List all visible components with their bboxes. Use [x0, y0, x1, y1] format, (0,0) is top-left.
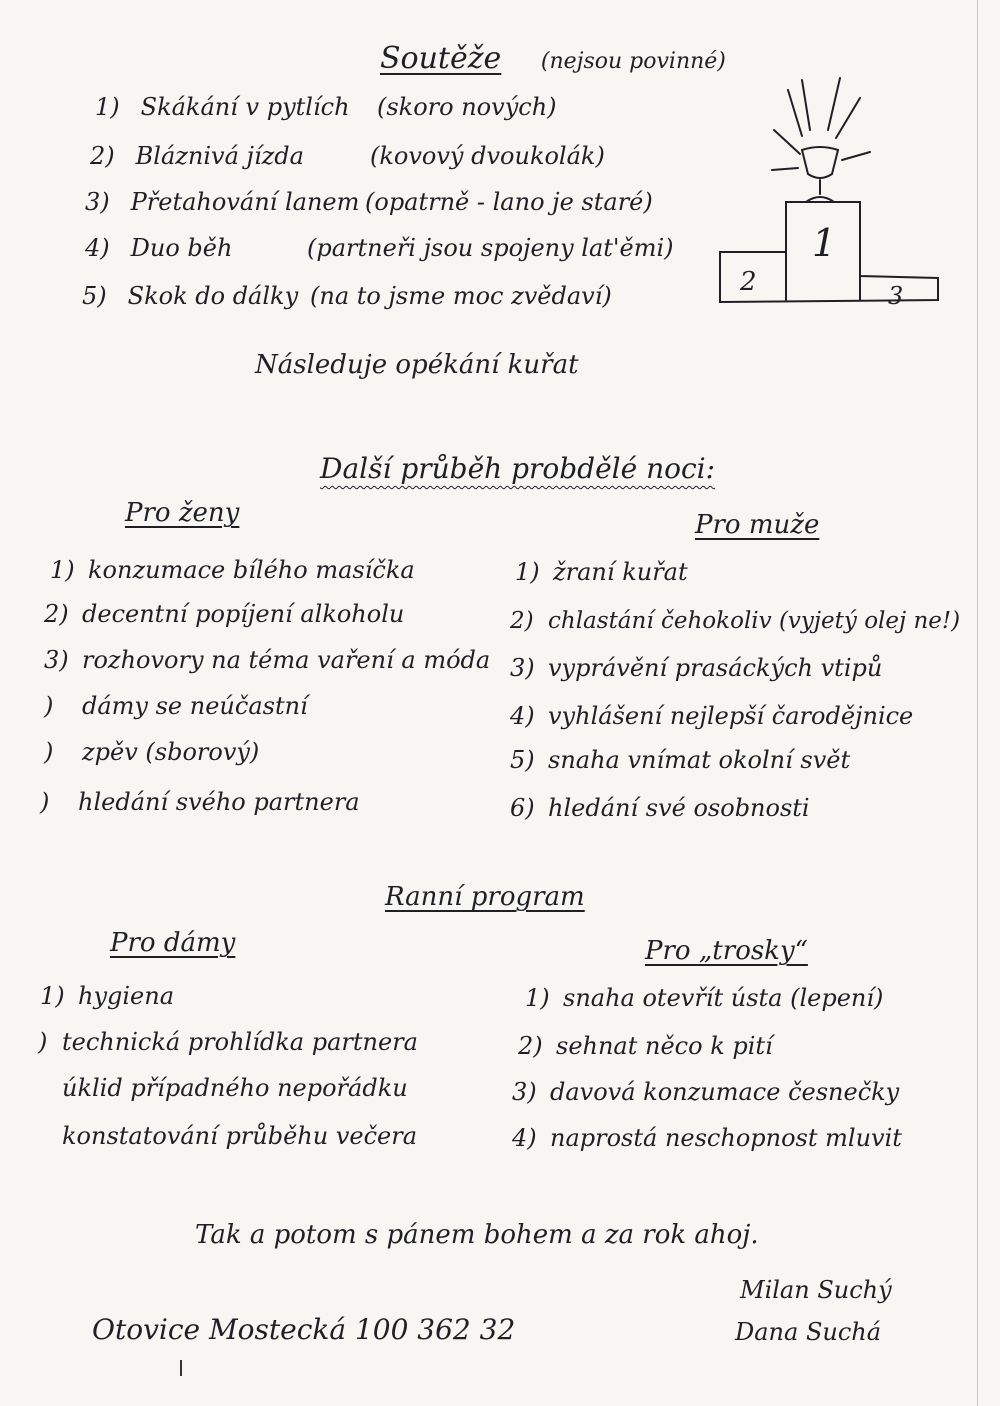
women-heading: Pro ženy — [125, 498, 240, 528]
competition-item: 5) Skok do dálky (na to jsme moc zvědaví) — [82, 282, 612, 310]
ladies-heading: Pro dámy — [110, 928, 236, 958]
competition-note: (partneři jsou spojeny lat'ěmi) — [307, 234, 674, 262]
address: Otovice Mostecká 100 362 32 — [92, 1313, 516, 1346]
signature-milan: Milan Suchý — [740, 1276, 892, 1304]
podium-label-1: 1 — [812, 221, 837, 265]
following-note: Následuje opékání kuřat — [255, 350, 579, 380]
ladies-list-item: ) technická prohlídka partnera — [38, 1028, 418, 1056]
signature-dana: Dana Suchá — [735, 1318, 882, 1346]
podium-icon — [710, 70, 950, 320]
farewell-text: Tak a potom s pánem bohem a za rok ahoj. — [195, 1220, 759, 1250]
competition-text: Bláznivá jízda — [135, 142, 304, 170]
competition-note: (kovový dvoukolák) — [370, 142, 605, 170]
wrecks-list-item: 4) naprostá neschopnost mluvit — [512, 1124, 902, 1152]
podium-label-2: 2 — [740, 267, 757, 297]
competition-note: (na to jsme moc zvědaví) — [310, 282, 612, 310]
morning-program-title: Ranní program — [385, 882, 585, 912]
competition-note: (skoro nových) — [377, 93, 557, 121]
ladies-list-item: úklid případného nepořádku — [62, 1074, 408, 1102]
men-list-item: 6) hledání své osobnosti — [510, 794, 810, 822]
wrecks-list-item: 2) sehnat něco k pití — [518, 1032, 773, 1060]
women-list-item: ) dámy se neúčastní — [44, 692, 308, 720]
competition-text: Skákání v pytlích — [140, 93, 350, 121]
men-list-item: 1) žraní kuřat — [515, 558, 688, 586]
competitions-title: Soutěže — [380, 41, 502, 76]
ladies-list-item: konstatování průběhu večera — [62, 1122, 418, 1150]
ladies-list-item: 1) hygiena — [40, 982, 175, 1010]
women-list-item: ) zpěv (sborový) — [44, 738, 260, 766]
night-program-title: Další průběh probdělé noci: — [320, 452, 716, 485]
competition-item: 1) Skákání v pytlích (skoro nových) — [95, 93, 557, 121]
competitions-note: (nejsou povinné) — [540, 49, 726, 74]
competition-text: Přetahování lanem — [130, 188, 360, 216]
competition-item: 3) Přetahování lanem (opatrně - lano je staré) — [85, 188, 653, 216]
women-list-item: 1) konzumace bílého masíčka — [50, 556, 415, 584]
women-list-item: 3) rozhovory na téma vaření a móda — [44, 646, 491, 674]
men-list-item: 5) snaha vnímat okolní svět — [510, 746, 851, 774]
men-heading: Pro muže — [695, 510, 820, 540]
competition-item: 2) Bláznivá jízda (kovový dvoukolák) — [90, 142, 605, 170]
wrecks-list-item: 3) davová konzumace česnečky — [512, 1078, 900, 1106]
competition-note: (opatrně - lano je staré) — [365, 188, 653, 216]
pen-mark — [180, 1360, 182, 1376]
wrecks-list-item: 1) snaha otevřít ústa (lepení) — [525, 984, 884, 1012]
wrecks-heading: Pro „trosky“ — [645, 936, 808, 966]
women-list-item: 2) decentní popíjení alkoholu — [44, 600, 405, 628]
competition-item: 4) Duo běh (partneři jsou spojeny lat'ěmi) — [85, 234, 674, 262]
paper-edge — [977, 0, 978, 1406]
section-title-competitions — [380, 41, 726, 76]
competition-text: Skok do dálky — [127, 282, 299, 310]
men-list-item: 4) vyhlášení nejlepší čarodějnice — [510, 702, 914, 730]
women-list-item: ) hledání svého partnera — [40, 788, 360, 816]
competition-text: Duo běh — [130, 234, 233, 262]
men-list-item: 2) chlastání čehokoliv (vyjetý olej ne!) — [510, 608, 961, 634]
podium-label-3: 3 — [888, 282, 904, 310]
men-list-item: 3) vyprávění prasáckých vtipů — [510, 654, 883, 682]
